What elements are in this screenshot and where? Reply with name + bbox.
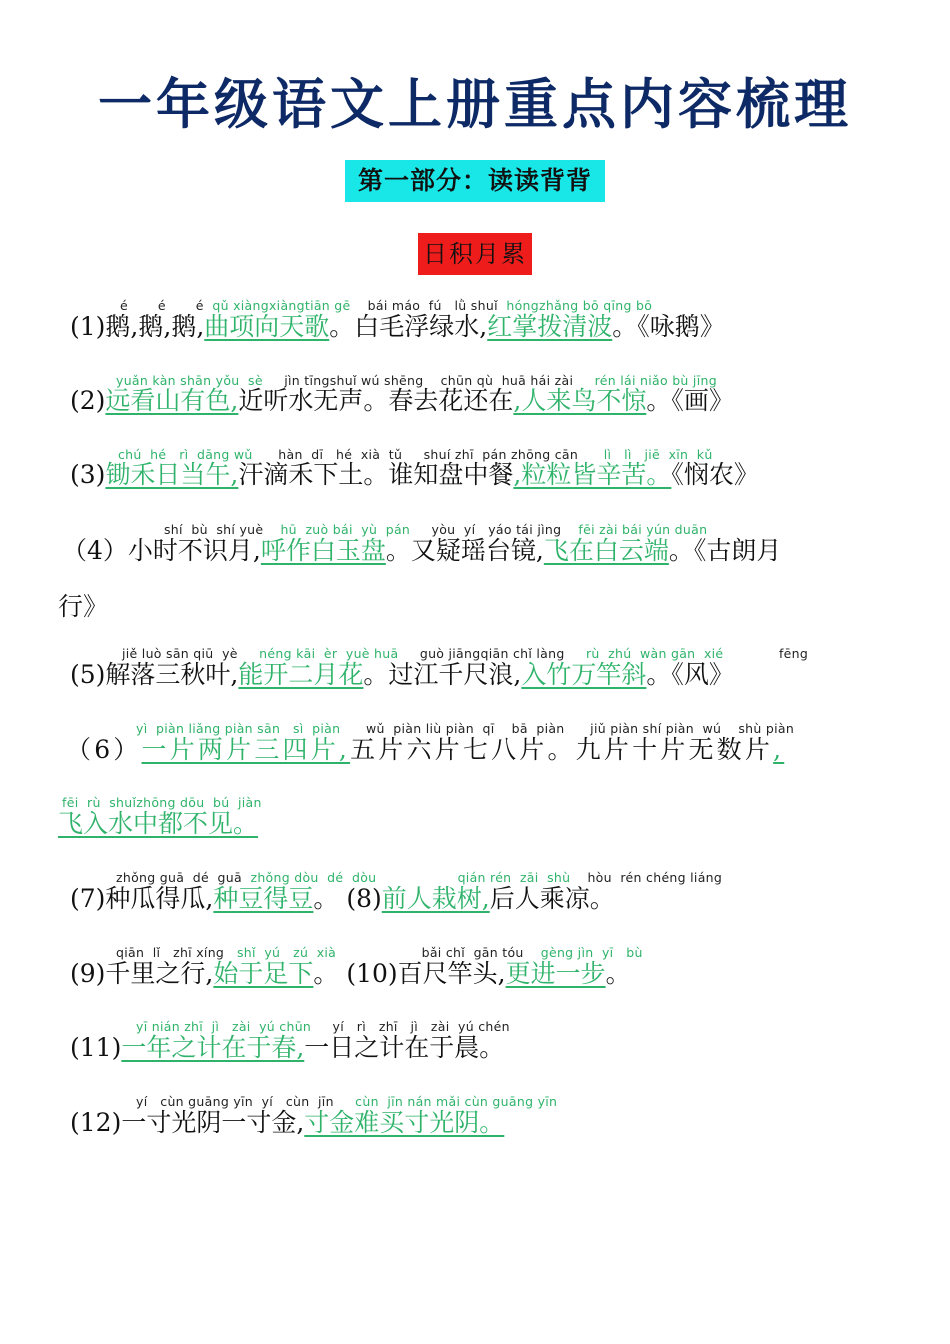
pinyin-row: fēi rù shuǐzhōng dōu bú jiàn	[62, 795, 262, 810]
poem-line: （4）小时不识月,呼作白玉盘。又疑瑶台镜,飞在白云端。《古朗月	[62, 536, 782, 565]
poem-line: (11)一年之计在于春,一日之计在于晨。	[70, 1033, 505, 1062]
poem-line: (12)一寸光阴一寸金,寸金难买寸光阴。	[70, 1108, 505, 1137]
poem-line: (7)种瓜得瓜,种豆得豆。 (8)前人栽树,后人乘凉。	[70, 884, 615, 913]
pinyin-row: zhǒng guā dé guā zhǒng dòu dé dòu qián rén zāi shù hòu rén chéng liáng	[116, 870, 723, 885]
poem-line: (3)锄禾日当午,汗滴禾下土。谁知盘中餐,粒粒皆辛苦。《悯农》	[70, 460, 759, 489]
poem-line: （6）一片两片三四片,五片六片七八片。九片十片无数片,	[66, 735, 785, 764]
pinyin-row: jiě luò sān qiū yè néng kāi èr yuè huā guò jiāngqiān chǐ làng rù zhú wàn gān xié fēng	[122, 646, 809, 661]
poem-line-wrap: 行》	[58, 592, 109, 621]
pinyin-row: shí bù shí yuè hū zuò bái yù pán yòu yí yáo tái jìng fēi zài bái yún duān	[164, 522, 708, 537]
pinyin-row: yí cùn guāng yīn yí cùn jīn cùn jīn nán mǎi cùn guāng yīn	[136, 1094, 558, 1109]
poem-line: (5)解落三秋叶,能开二月花。过江千尺浪,入竹万竿斜。《风》	[70, 660, 734, 689]
pinyin-row: qiān lǐ zhī xíng shǐ yú zú xià bǎi chǐ gān tóu gèng jìn yī bù	[116, 945, 643, 960]
page-title: 一年级语文上册重点内容梳理	[98, 73, 852, 136]
poem-line: (2)远看山有色,近听水无声。春去花还在,人来鸟不惊。《画》	[70, 386, 734, 415]
section-heading: 第一部分：读读背背	[345, 160, 605, 202]
poem-line-wrap: 飞入水中都不见。	[58, 809, 259, 838]
poem-line: (1)鹅,鹅,鹅,曲项向天歌。白毛浮绿水,红掌拨清波。《咏鹅》	[70, 312, 725, 341]
pinyin-row: yuǎn kàn shān yǒu sè jìn tīngshuǐ wú shēng chūn qù huā hái zài rén lái niǎo bù jīng	[116, 373, 717, 388]
pinyin-row: é é é qǔ xiàngxiàngtiān gē bái máo fú lǜ shuǐ hóngzhǎng bō qīng bō	[120, 298, 653, 313]
pinyin-row: yī nián zhī jì zài yú chūn yí rì zhī jì zài yú chén	[136, 1019, 510, 1034]
subsection-heading: 日积月累	[418, 233, 532, 275]
poem-line: (9)千里之行,始于足下。 (10)百尺竿头,更进一步。	[70, 959, 631, 988]
pinyin-row: yì piàn liǎng piàn sān sì piàn wǔ piàn liù piàn qī bā piàn jiǔ piàn shí piàn wú shù piàn	[136, 721, 795, 736]
pinyin-row: chú hé rì dāng wǔ hàn dī hé xià tǔ shuí zhī pán zhōng cān lì lì jiē xīn kǔ	[118, 447, 713, 462]
